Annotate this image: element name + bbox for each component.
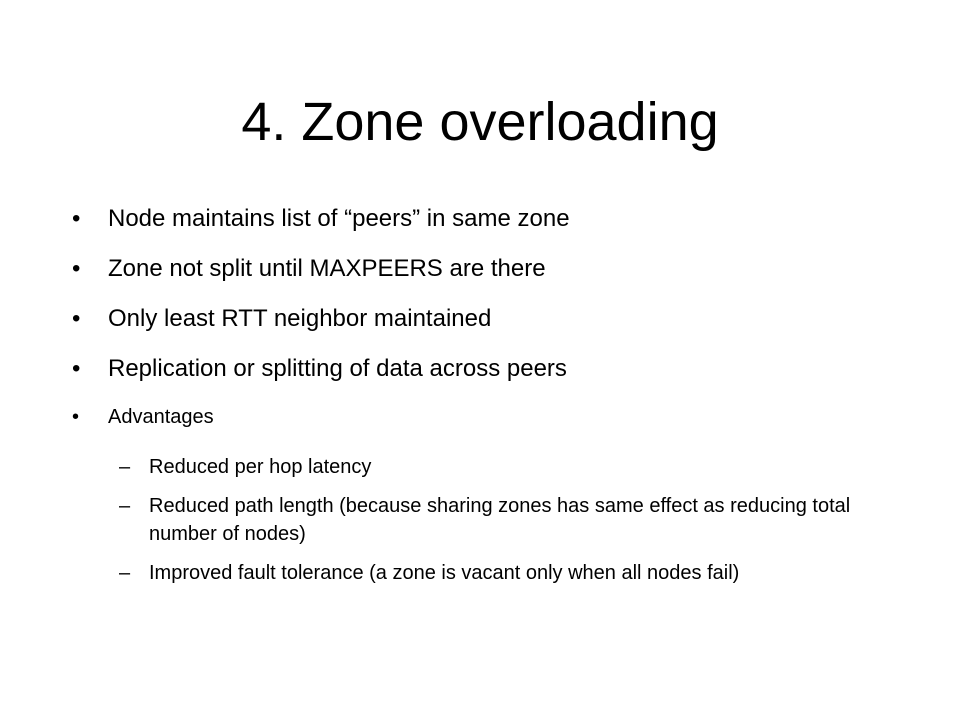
bullet-icon: • — [72, 255, 81, 282]
bullet-list — [72, 205, 892, 443]
sub-bullet-text: Improved fault tolerance (a zone is vacant only when all nodes fail) — [149, 562, 740, 584]
bullet-item — [72, 305, 892, 333]
bullet-item — [72, 255, 892, 283]
bullet-icon: • — [72, 406, 80, 428]
bullet-icon: • — [72, 355, 81, 382]
dash-icon: – — [119, 562, 131, 584]
bullet-text: Only least RTT neighbor maintained — [108, 305, 492, 332]
bullet-text: Zone not split until MAXPEERS are there — [108, 255, 546, 282]
bullet-item — [72, 205, 892, 233]
bullet-text: Node maintains list of “peers” in same zone — [108, 205, 570, 232]
bullet-icon: • — [72, 305, 81, 332]
bullet-text: Replication or splitting of data across peers — [108, 355, 567, 382]
sub-bullet-item — [119, 492, 909, 548]
advantages-label: Advantages — [108, 406, 214, 428]
sub-bullet-text: Reduced per hop latency — [149, 456, 372, 478]
slide-title: 4. Zone overloading — [241, 92, 719, 152]
sub-bullet-item — [119, 453, 909, 481]
bullet-item-advantages — [72, 405, 892, 429]
sub-bullet-item — [119, 559, 909, 587]
bullet-item — [72, 355, 892, 383]
dash-icon: – — [119, 495, 131, 517]
dash-icon: – — [119, 456, 131, 478]
advantages-list — [119, 453, 909, 598]
sub-bullet-text: Reduced path length (because sharing zones has same effect as reducing total number of nodes) — [149, 495, 851, 545]
bullet-icon: • — [72, 205, 81, 232]
